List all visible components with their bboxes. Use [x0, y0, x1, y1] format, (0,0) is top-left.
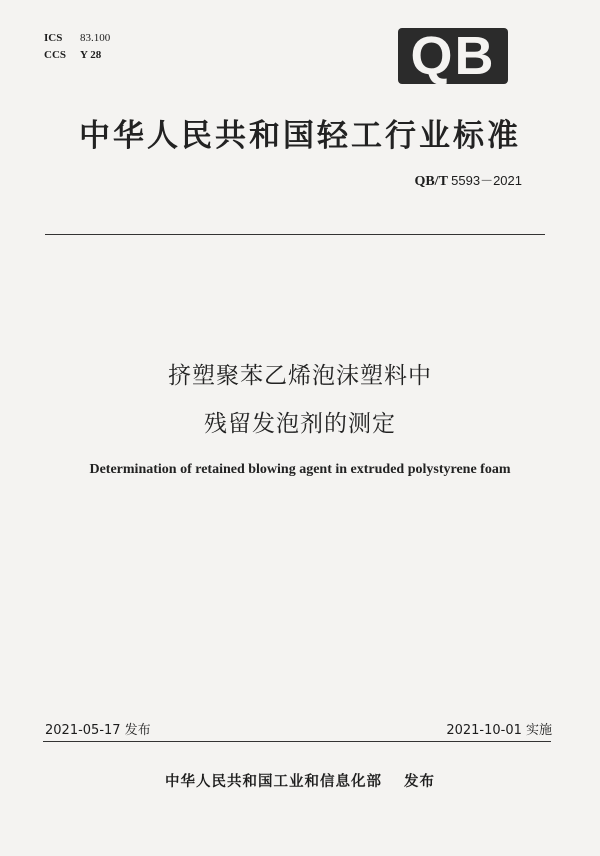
issue-date: 2021-05-17 发布 [45, 723, 151, 738]
document-title-zh-line1: 挤塑聚苯乙烯泡沫塑料中 [168, 363, 432, 389]
document-title-zh-line2: 残留发泡剂的测定 [204, 411, 396, 437]
implementation-date: 2021-10-01 实施 [446, 723, 552, 738]
top-divider [45, 234, 545, 235]
standard-number-prefix: QB/T [414, 174, 448, 189]
ccs-row [44, 47, 110, 64]
ics-label: ICS [44, 32, 63, 44]
document-title-en: Determination of retained blowing agent in extruded polystyrene foam [89, 462, 511, 477]
ccs-label: CCS [44, 49, 67, 61]
ccs-value: Y 28 [80, 49, 102, 61]
bottom-divider [43, 741, 551, 742]
classification-block [44, 30, 110, 64]
qb-logo: QB [398, 28, 508, 84]
standard-number [414, 170, 522, 190]
publisher-action: 发布 [404, 774, 435, 790]
publisher-name: 中华人民共和国工业和信息化部 [165, 774, 382, 790]
ics-row [44, 30, 110, 47]
standard-title: 中华人民共和国轻工行业标准 [79, 118, 521, 154]
ics-value: 83.100 [80, 32, 111, 44]
standard-number-value: 5593－2021 [451, 173, 522, 188]
publisher [0, 770, 600, 791]
